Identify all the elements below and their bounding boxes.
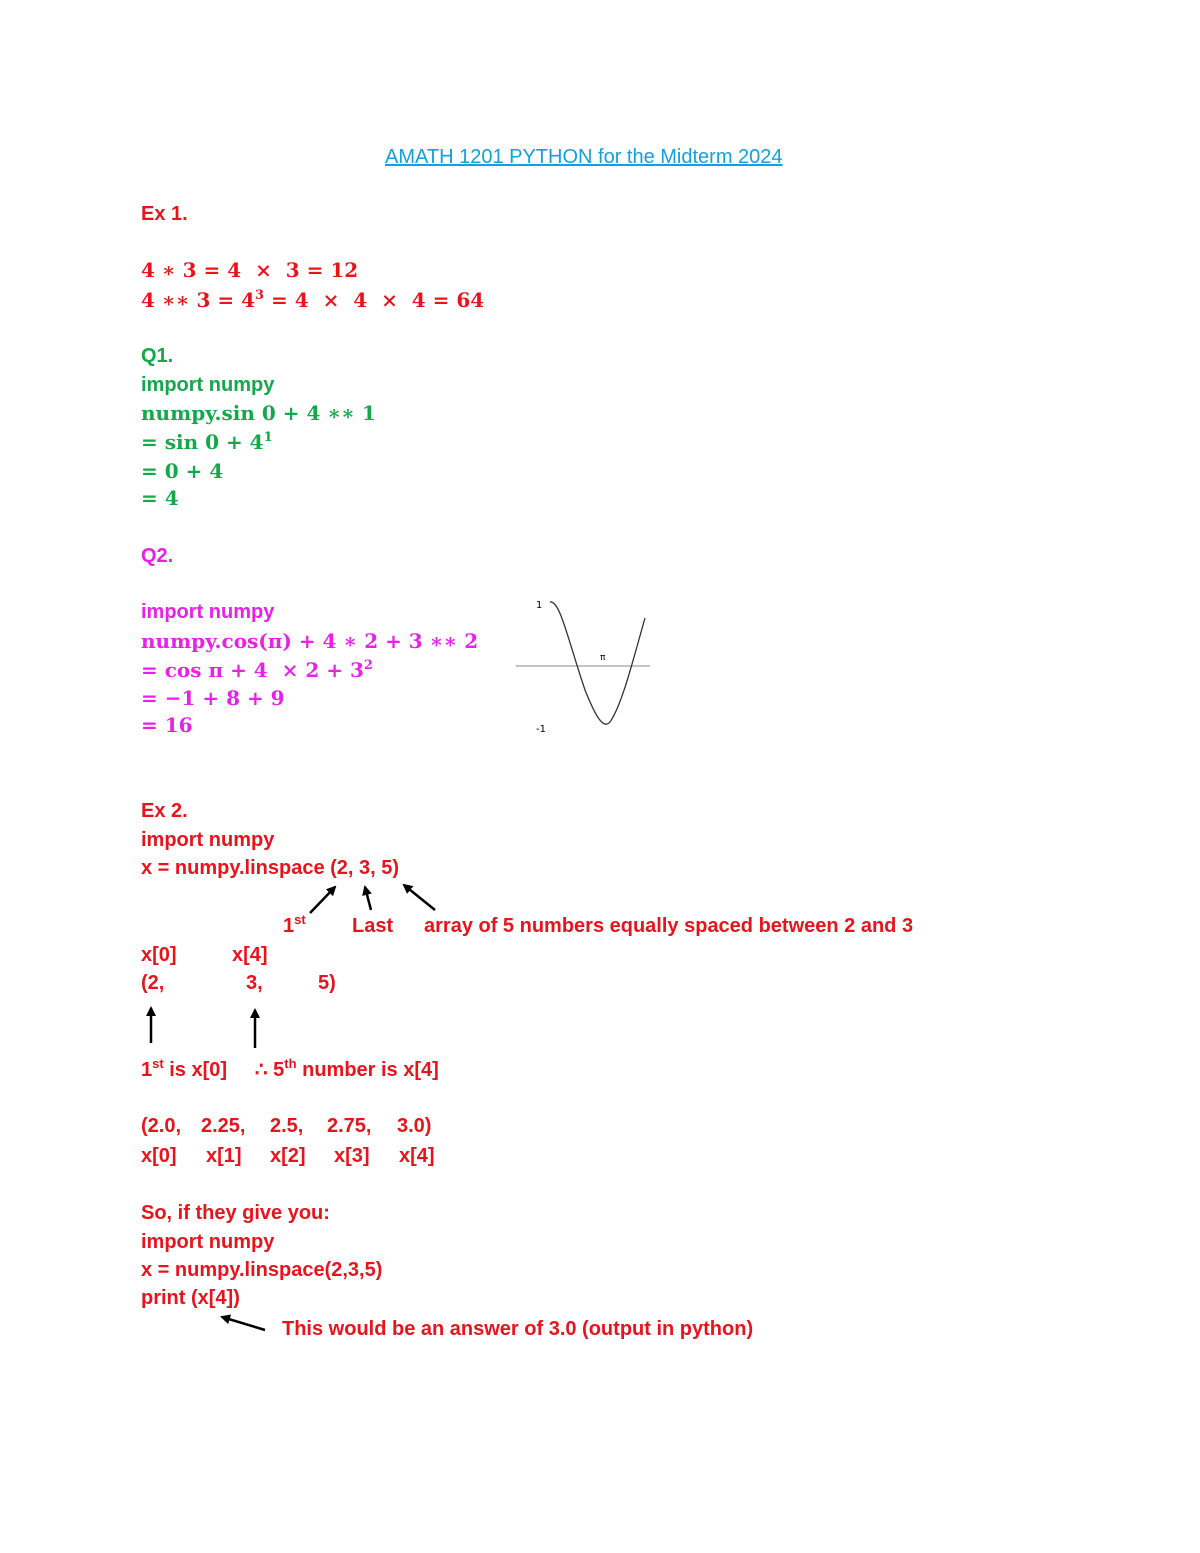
page-title: AMATH 1201 PYTHON for the Midterm 2024	[385, 146, 783, 168]
note-line: 1st is x[0] ∴ 5th number is x[4]	[141, 1056, 439, 1081]
q2-line4: = 16	[141, 713, 193, 737]
plot-label-pi: π	[600, 653, 606, 663]
ex2-import: import numpy	[141, 829, 275, 851]
plot-label-bottom: -1	[536, 724, 546, 735]
q1-line4: = 4	[141, 486, 179, 510]
q1-heading: Q1.	[141, 345, 174, 367]
val-5: 5)	[318, 972, 336, 994]
so-line: So, if they give you:	[141, 1202, 330, 1224]
q2-heading: Q2.	[141, 545, 174, 567]
ex2-heading: Ex 2.	[141, 800, 188, 822]
ex2-code: x = numpy.linspace (2, 3, 5)	[141, 857, 400, 879]
idx-x4: x[4]	[232, 944, 268, 966]
q1-line1: numpy.sin 0 + 4 ∗∗ 1	[141, 401, 376, 425]
ex2-answer: This would be an answer of 3.0 (output in python)	[282, 1318, 754, 1340]
ann-array: array of 5 numbers equally spaced between 2 and 3	[424, 915, 914, 937]
ann-first: 1st	[283, 912, 306, 937]
val-2: (2,	[141, 972, 165, 994]
q2-line3: = −1 + 8 + 9	[141, 686, 285, 710]
idx-x0: x[0]	[141, 944, 177, 966]
ex1-line1: 4 ∗ 3 = 4 × 3 = 12	[141, 258, 359, 282]
ex1-line2: 4 ∗∗ $3 = 4^3 = 4 \times 4 \times 4 = 64$	[141, 288, 485, 312]
q2-line2: = $\cos \pi + 4 \times 2 + 3^2$	[141, 658, 373, 682]
cosine-plot	[516, 602, 650, 724]
arrow-count	[404, 885, 435, 910]
plot-cosine-curve	[550, 602, 645, 724]
q1-line2: = $\sin 0 + 4^1$	[141, 430, 273, 454]
plot-label-top: 1	[536, 600, 543, 611]
ex2-import2: import numpy	[141, 1231, 275, 1253]
ex2-code2: x = numpy.linspace(2,3,5)	[141, 1259, 383, 1281]
ann-last: Last	[352, 915, 394, 937]
arrow-last	[365, 887, 371, 910]
ex2-print: print (x[4])	[141, 1287, 240, 1309]
ex1-heading: Ex 1.	[141, 203, 188, 225]
q2-line1: numpy.cos(π) + 4 ∗ 2 + 3 ∗∗ 2	[141, 629, 479, 653]
q1-line3: = 0 + 4	[141, 459, 224, 483]
arrow-first	[310, 887, 335, 913]
val-3: 3,	[246, 972, 263, 994]
q2-import: import numpy	[141, 601, 275, 623]
q1-import: import numpy	[141, 374, 275, 396]
arrow-print	[222, 1317, 265, 1330]
